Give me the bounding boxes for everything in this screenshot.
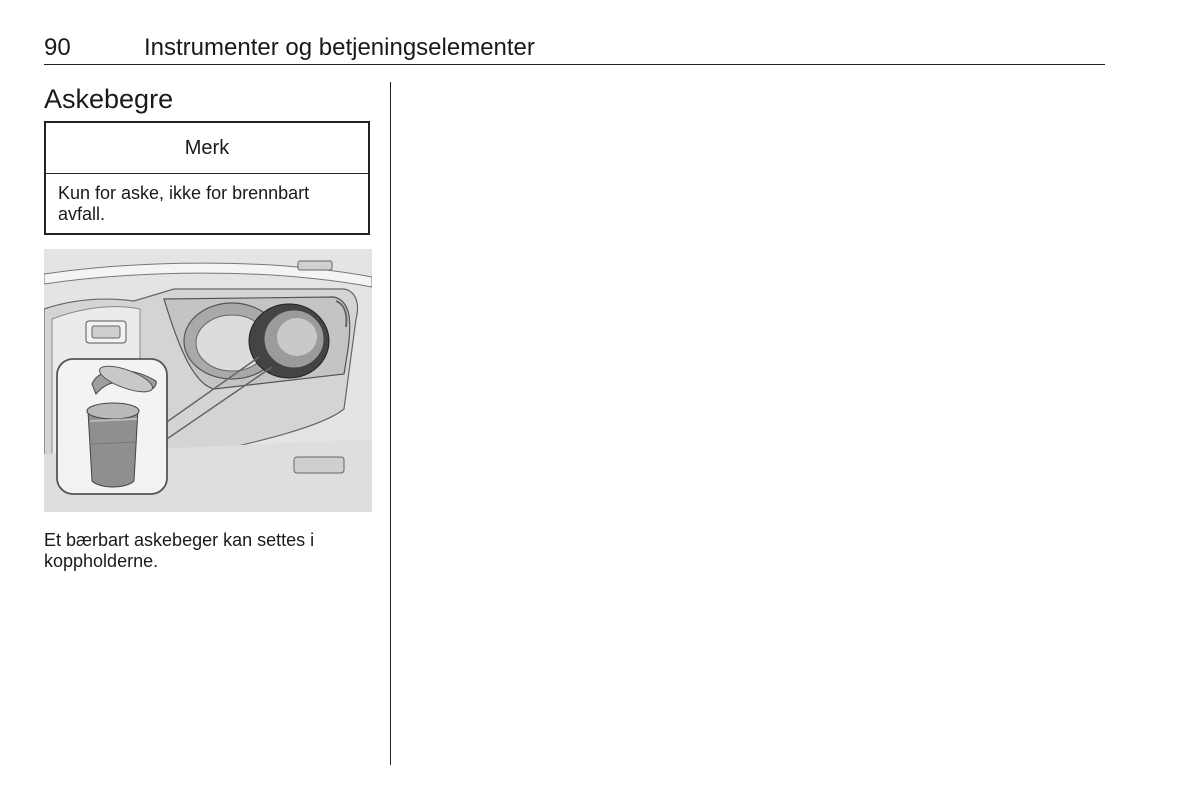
note-text: Kun for aske, ikke for brennbart avfall. — [58, 183, 310, 224]
column-divider — [390, 82, 391, 765]
page-number: 90 — [44, 34, 71, 61]
chapter-title: Instrumenter og betjeningselementer — [144, 34, 535, 61]
note-title: Merk — [46, 123, 368, 174]
section-title: Askebegre — [44, 84, 174, 114]
ashtray-cupholder-drawing — [44, 249, 372, 512]
body-paragraph: Et bærbart askebeger kan settes i koppholderne. — [44, 530, 315, 571]
page-header — [44, 34, 1105, 65]
note-box — [44, 121, 370, 235]
ashtray-illustration — [44, 249, 372, 512]
